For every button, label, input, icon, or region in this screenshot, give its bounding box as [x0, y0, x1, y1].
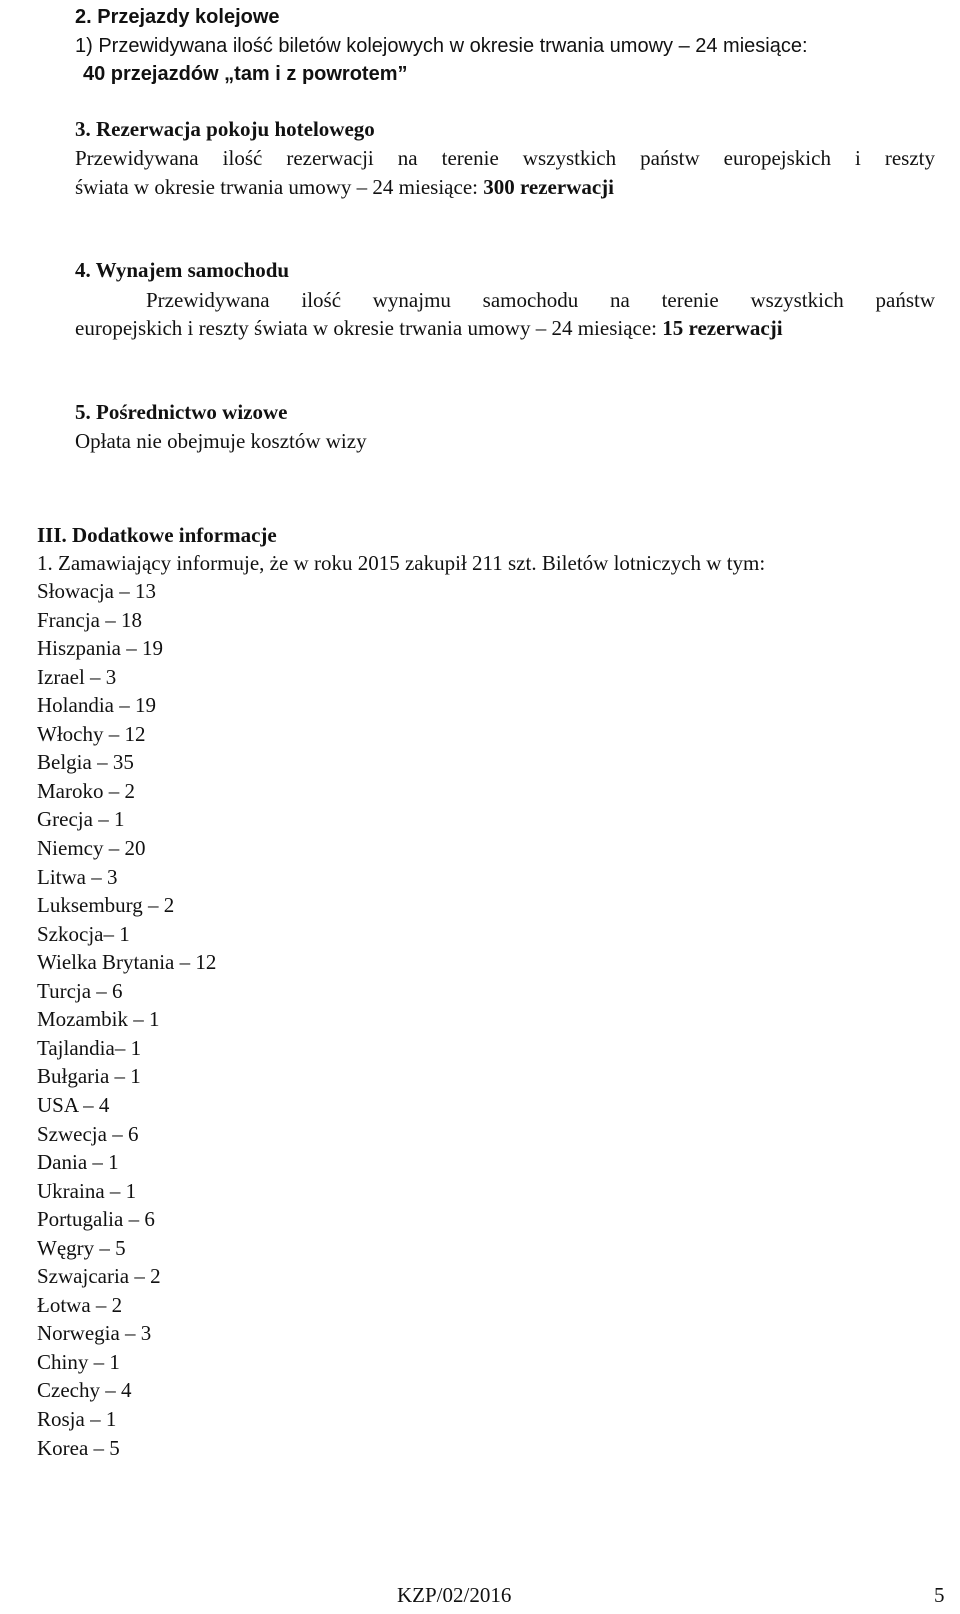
country-list-item: Wielka Brytania – 12 — [37, 950, 217, 975]
section-III-heading: III. Dodatkowe informacje — [37, 523, 277, 547]
section-3-reservations-count: 300 rezerwacji — [483, 175, 615, 199]
document-code: KZP/02/2016 — [397, 1583, 512, 1607]
country-list-item: Ukraina – 1 — [37, 1178, 137, 1203]
country-list-item: Dania – 1 — [37, 1150, 119, 1174]
section-4-line-2 — [75, 318, 783, 339]
country-list-item: Czechy – 4 — [37, 1378, 132, 1403]
country-list-item: Hiszpania – 19 — [37, 636, 163, 661]
section-4-heading: 4. Wynajem samochodu — [75, 258, 290, 282]
country-list-item: Szwecja – 6 — [37, 1121, 139, 1146]
country-list-item: Holandia – 19 — [37, 693, 156, 718]
section-2-heading: 2. Przejazdy kolejowe — [75, 6, 280, 28]
country-list-item: Tajlandia– 1 — [37, 1035, 142, 1060]
section-2-line-1: 1) Przewidywana ilość biletów kolejowych w okresie trwania umowy – 24 miesiące: — [75, 35, 808, 57]
section-3-line-1: Przewidywana ilość rezerwacji na terenie wszystkich państw europejskich i reszty — [75, 146, 935, 170]
country-list-item: USA – 4 — [37, 1092, 110, 1117]
country-list-item: Chiny – 1 — [37, 1349, 120, 1374]
country-list-item: Belgia – 35 — [37, 750, 134, 775]
country-list-item: Portugalia – 6 — [37, 1207, 155, 1232]
section-3-line-2-text: świata w okresie trwania umowy – 24 miesiące: — [75, 175, 484, 199]
country-list-item: Litwa – 3 — [37, 864, 118, 889]
country-list-item: Izrael – 3 — [37, 664, 117, 689]
country-list-item: Węgry – 5 — [37, 1235, 126, 1260]
section-4-line-1: Przewidywana ilość wynajmu samochodu na terenie wszystkich państw — [146, 288, 935, 312]
section-4-line-2-text: europejskich i reszty świata w okresie trwania umowy – 24 miesiące: — [75, 316, 663, 340]
section-3-heading: 3. Rezerwacja pokoju hotelowego — [75, 117, 375, 141]
country-list-item: Korea – 5 — [37, 1435, 120, 1460]
section-5-heading: 5. Pośrednictwo wizowe — [75, 400, 288, 424]
country-list-item: Włochy – 12 — [37, 721, 146, 746]
page-number: 5 — [934, 1583, 945, 1607]
section-2-line-2: 40 przejazdów „tam i z powrotem” — [83, 63, 408, 85]
country-list-item: Szwajcaria – 2 — [37, 1264, 161, 1289]
country-list-item: Francja – 18 — [37, 607, 142, 632]
country-list-item: Grecja – 1 — [37, 807, 125, 832]
country-list-item: Niemcy – 20 — [37, 836, 146, 860]
country-list-item: Norwegia – 3 — [37, 1321, 152, 1346]
country-list-item: Rosja – 1 — [37, 1407, 117, 1431]
section-3-line-2 — [75, 177, 614, 198]
country-list-item: Słowacja – 13 — [37, 579, 156, 603]
country-list-item: Turcja – 6 — [37, 978, 123, 1003]
country-list-item: Luksemburg – 2 — [37, 893, 175, 917]
section-5-line-1: Opłata nie obejmuje kosztów wizy — [75, 429, 367, 453]
country-list-item: Łotwa – 2 — [37, 1292, 123, 1317]
country-list-item: Mozambik – 1 — [37, 1007, 160, 1032]
section-4-reservations-count: 15 rezerwacji — [662, 316, 783, 340]
country-list-item: Bułgaria – 1 — [37, 1064, 141, 1089]
country-list-item: Szkocja– 1 — [37, 921, 130, 946]
country-list-item: Maroko – 2 — [37, 778, 135, 803]
section-III-line-1: 1. Zamawiający informuje, że w roku 2015 zakupił 211 szt. Biletów lotniczych w tym: — [37, 551, 766, 575]
